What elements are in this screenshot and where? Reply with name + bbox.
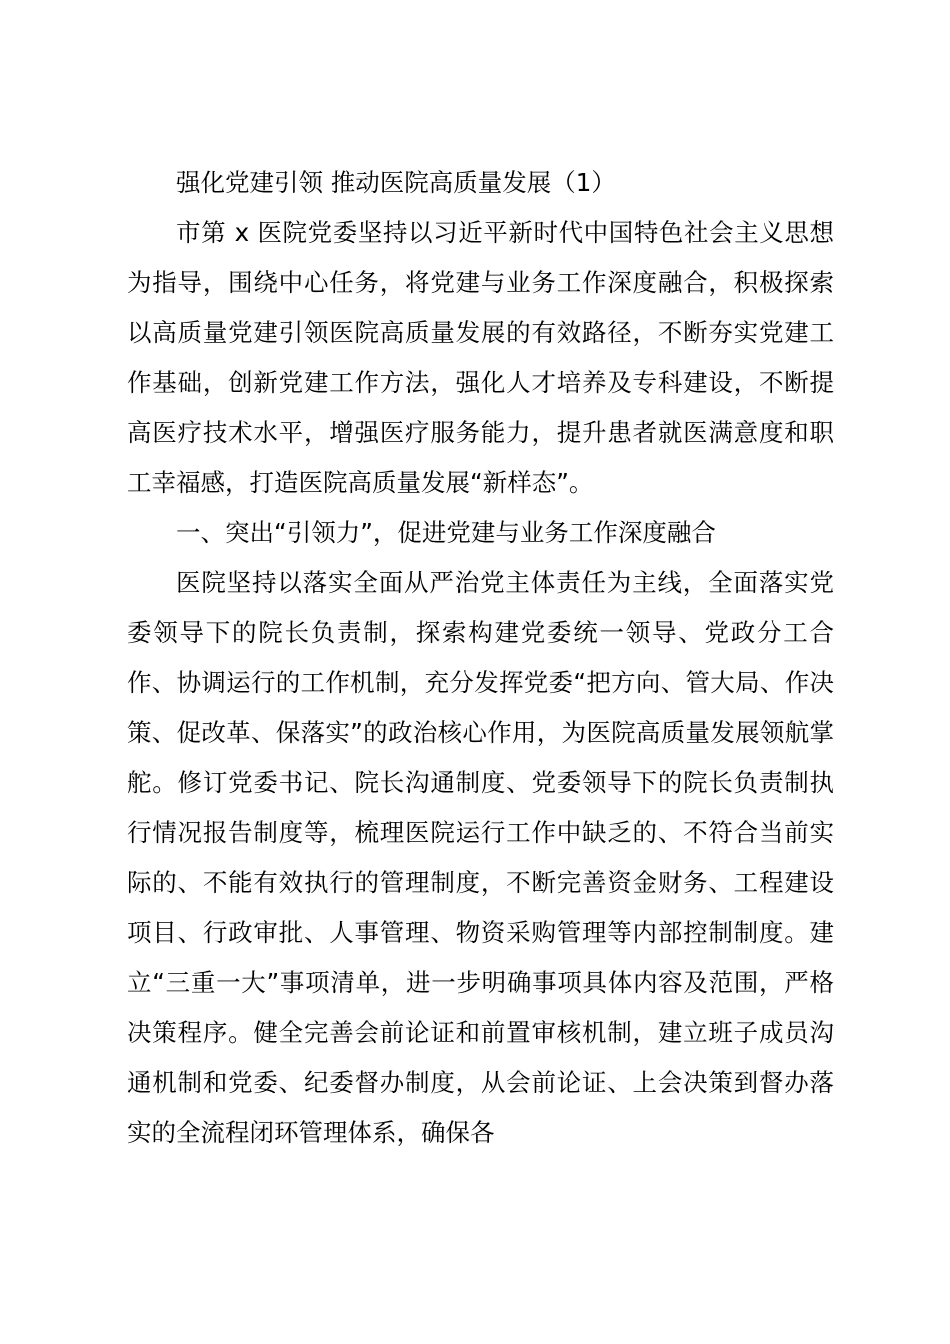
document-body [127,158,834,1158]
section-heading: 一、突出“引领力”，促进党建与业务工作深度融合 [176,518,716,547]
intro-paragraph: 市第 x 医院党委坚持以习近平新时代中国特色社会主义思想为指导，围绕中心任务，将党建与业务工作深度融合，积极探索以高质量党建引领医院高质量发展的有效路径，不断夯实党建工作基础，创新党建工作方法，强化人才培养及专科建设，不断提高医疗技术水平，增强医疗服务能力，提升患者就医满意度和职工幸福感，打造医院高质量发展“新样态”。 [127,218,834,497]
document-title: 强化党建引领 推动医院高质量发展（1） [176,168,616,197]
section-paragraph: 医院坚持以落实全面从严治党主体责任为主线，全面落实党委领导下的院长负责制，探索构建党委统一领导、党政分工合作、协调运行的工作机制，充分发挥党委“把方向、管大局、作决策、促改革、保落实”的政治核心作用，为医院高质量发展领航掌舵。修订党委书记、院长沟通制度、党委领导下的院长负责制执行情况报告制度等，梳理医院运行工作中缺乏的、不符合当前实际的、不能有效执行的管理制度，不断完善资金财务、工程建设项目、行政审批、人事管理、物资采购管理等内部控制制度。建立“三重一大”事项清单，进一步明确事项具体内容及范围，严格决策程序。健全完善会前论证和前置审核机制，建立班子成员沟通机制和党委、纪委督办制度，从会前论证、上会决策到督办落实的全流程闭环管理体系，确保各 [127,568,834,1147]
